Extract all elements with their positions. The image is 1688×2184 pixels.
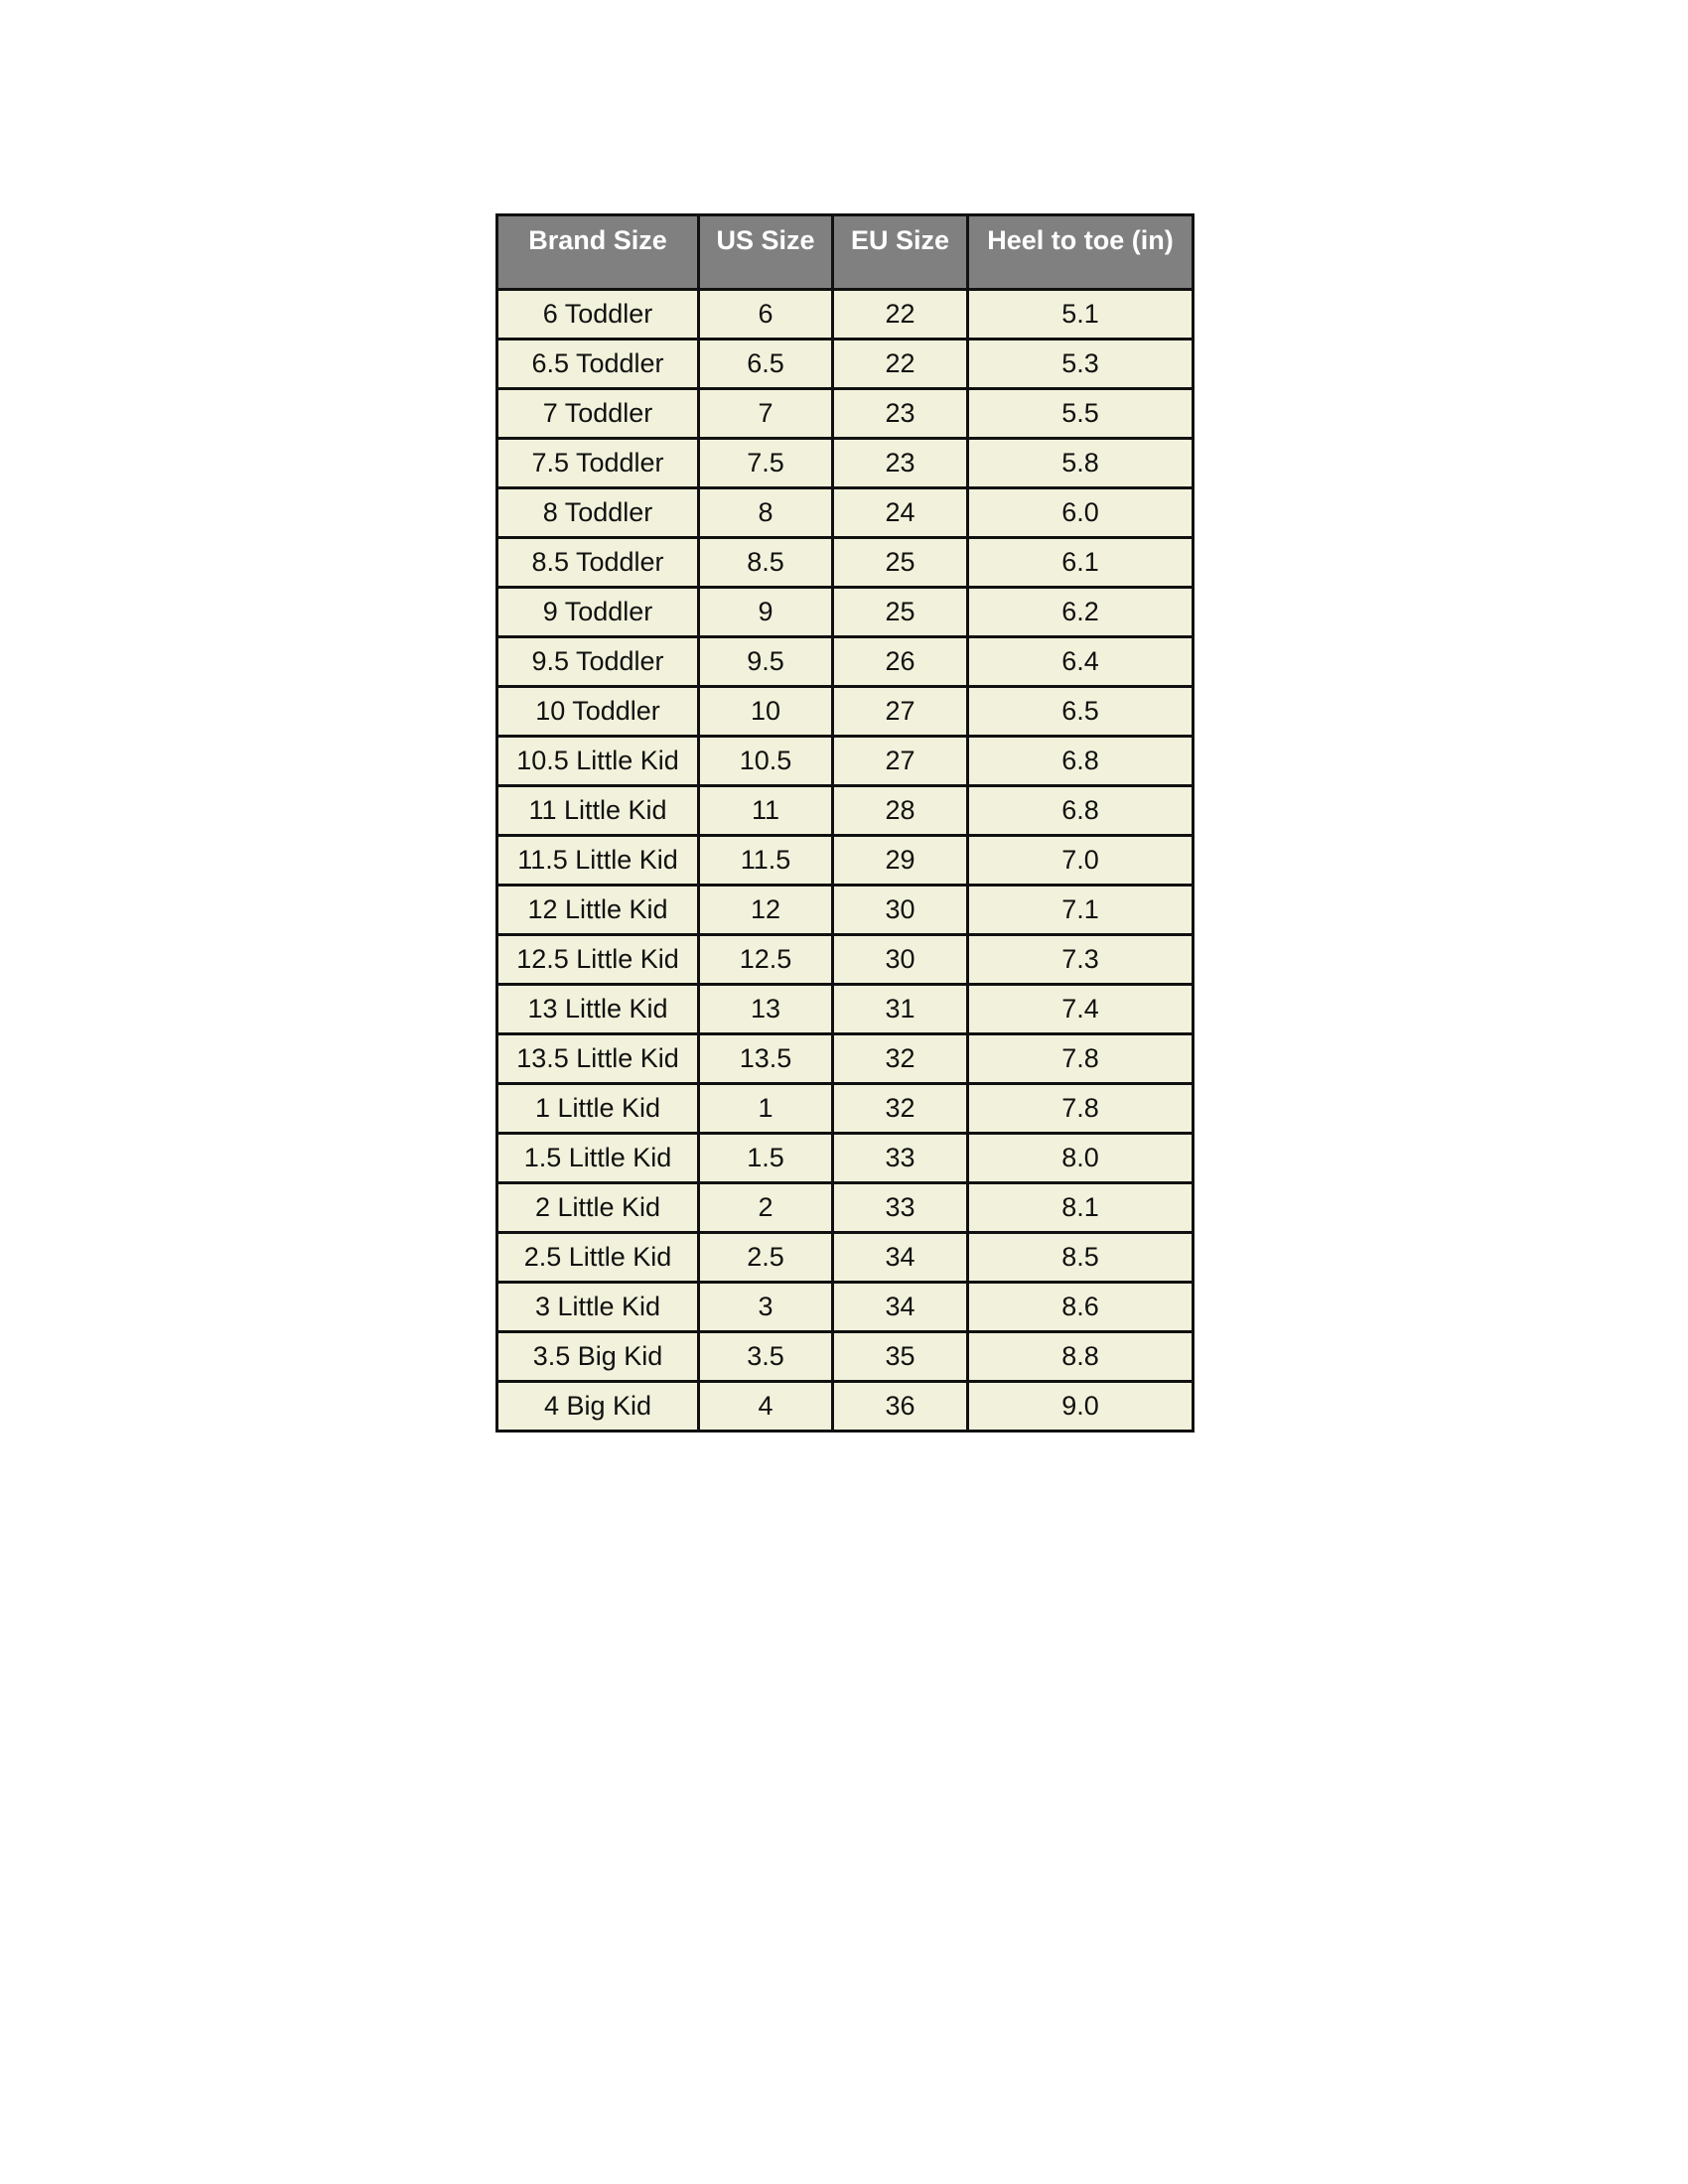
us-size-cell: 1.5 — [699, 1134, 833, 1183]
brand-size-cell: 8.5 Toddler — [497, 538, 699, 588]
brand-size-cell: 4 Big Kid — [497, 1382, 699, 1432]
table-row — [497, 488, 1194, 538]
table-row — [497, 588, 1194, 637]
us-size-cell: 2 — [699, 1183, 833, 1233]
table-row — [497, 1332, 1194, 1382]
eu-size-cell: 32 — [833, 1084, 968, 1134]
header-brand-size: Brand Size — [497, 215, 699, 290]
size-chart-header — [497, 215, 1194, 290]
heel-to-toe-cell: 7.0 — [968, 836, 1194, 886]
eu-size-cell: 33 — [833, 1183, 968, 1233]
heel-to-toe-cell: 5.8 — [968, 439, 1194, 488]
heel-to-toe-cell: 7.8 — [968, 1034, 1194, 1084]
eu-size-cell: 22 — [833, 340, 968, 389]
us-size-cell: 11.5 — [699, 836, 833, 886]
heel-to-toe-cell: 7.4 — [968, 985, 1194, 1034]
brand-size-cell: 6.5 Toddler — [497, 340, 699, 389]
header-eu-size: EU Size — [833, 215, 968, 290]
heel-to-toe-cell: 7.1 — [968, 886, 1194, 935]
brand-size-cell: 11.5 Little Kid — [497, 836, 699, 886]
us-size-cell: 13.5 — [699, 1034, 833, 1084]
table-row — [497, 935, 1194, 985]
us-size-cell: 12 — [699, 886, 833, 935]
table-row — [497, 886, 1194, 935]
eu-size-cell: 24 — [833, 488, 968, 538]
heel-to-toe-cell: 8.8 — [968, 1332, 1194, 1382]
us-size-cell: 3 — [699, 1283, 833, 1332]
brand-size-cell: 7 Toddler — [497, 389, 699, 439]
us-size-cell: 9.5 — [699, 637, 833, 687]
eu-size-cell: 22 — [833, 290, 968, 340]
heel-to-toe-cell: 8.1 — [968, 1183, 1194, 1233]
heel-to-toe-cell: 6.2 — [968, 588, 1194, 637]
brand-size-cell: 8 Toddler — [497, 488, 699, 538]
us-size-cell: 9 — [699, 588, 833, 637]
eu-size-cell: 26 — [833, 637, 968, 687]
us-size-cell: 4 — [699, 1382, 833, 1432]
brand-size-cell: 11 Little Kid — [497, 786, 699, 836]
us-size-cell: 10.5 — [699, 737, 833, 786]
table-row — [497, 836, 1194, 886]
eu-size-cell: 30 — [833, 935, 968, 985]
brand-size-cell: 1.5 Little Kid — [497, 1134, 699, 1183]
us-size-cell: 11 — [699, 786, 833, 836]
brand-size-cell: 1 Little Kid — [497, 1084, 699, 1134]
us-size-cell: 13 — [699, 985, 833, 1034]
table-row — [497, 1382, 1194, 1432]
table-row — [497, 1283, 1194, 1332]
table-row — [497, 1233, 1194, 1283]
header-row — [497, 215, 1194, 290]
brand-size-cell: 12 Little Kid — [497, 886, 699, 935]
table-row — [497, 1084, 1194, 1134]
table-row — [497, 1183, 1194, 1233]
brand-size-cell: 13.5 Little Kid — [497, 1034, 699, 1084]
eu-size-cell: 29 — [833, 836, 968, 886]
table-row — [497, 290, 1194, 340]
eu-size-cell: 27 — [833, 687, 968, 737]
heel-to-toe-cell: 5.5 — [968, 389, 1194, 439]
us-size-cell: 10 — [699, 687, 833, 737]
eu-size-cell: 23 — [833, 389, 968, 439]
table-row — [497, 340, 1194, 389]
heel-to-toe-cell: 7.8 — [968, 1084, 1194, 1134]
eu-size-cell: 25 — [833, 588, 968, 637]
brand-size-cell: 9 Toddler — [497, 588, 699, 637]
us-size-cell: 2.5 — [699, 1233, 833, 1283]
brand-size-cell: 2 Little Kid — [497, 1183, 699, 1233]
eu-size-cell: 27 — [833, 737, 968, 786]
table-row — [497, 687, 1194, 737]
heel-to-toe-cell: 7.3 — [968, 935, 1194, 985]
heel-to-toe-cell: 6.8 — [968, 786, 1194, 836]
table-row — [497, 389, 1194, 439]
brand-size-cell: 9.5 Toddler — [497, 637, 699, 687]
eu-size-cell: 23 — [833, 439, 968, 488]
table-row — [497, 1134, 1194, 1183]
table-row — [497, 637, 1194, 687]
eu-size-cell: 34 — [833, 1233, 968, 1283]
heel-to-toe-cell: 9.0 — [968, 1382, 1194, 1432]
size-chart-body — [497, 290, 1194, 1432]
us-size-cell: 6 — [699, 290, 833, 340]
table-row — [497, 439, 1194, 488]
brand-size-cell: 12.5 Little Kid — [497, 935, 699, 985]
us-size-cell: 6.5 — [699, 340, 833, 389]
header-heel-to-toe: Heel to toe (in) — [968, 215, 1194, 290]
brand-size-cell: 3.5 Big Kid — [497, 1332, 699, 1382]
table-row — [497, 1034, 1194, 1084]
heel-to-toe-cell: 6.0 — [968, 488, 1194, 538]
brand-size-cell: 7.5 Toddler — [497, 439, 699, 488]
heel-to-toe-cell: 6.5 — [968, 687, 1194, 737]
heel-to-toe-cell: 8.6 — [968, 1283, 1194, 1332]
us-size-cell: 12.5 — [699, 935, 833, 985]
table-row — [497, 786, 1194, 836]
heel-to-toe-cell: 6.8 — [968, 737, 1194, 786]
eu-size-cell: 30 — [833, 886, 968, 935]
brand-size-cell: 2.5 Little Kid — [497, 1233, 699, 1283]
heel-to-toe-cell: 5.1 — [968, 290, 1194, 340]
us-size-cell: 8 — [699, 488, 833, 538]
header-us-size: US Size — [699, 215, 833, 290]
us-size-cell: 7 — [699, 389, 833, 439]
us-size-cell: 3.5 — [699, 1332, 833, 1382]
us-size-cell: 1 — [699, 1084, 833, 1134]
us-size-cell: 7.5 — [699, 439, 833, 488]
eu-size-cell: 34 — [833, 1283, 968, 1332]
brand-size-cell: 3 Little Kid — [497, 1283, 699, 1332]
eu-size-cell: 31 — [833, 985, 968, 1034]
eu-size-cell: 33 — [833, 1134, 968, 1183]
eu-size-cell: 32 — [833, 1034, 968, 1084]
brand-size-cell: 10.5 Little Kid — [497, 737, 699, 786]
heel-to-toe-cell: 5.3 — [968, 340, 1194, 389]
table-row — [497, 737, 1194, 786]
table-row — [497, 985, 1194, 1034]
us-size-cell: 8.5 — [699, 538, 833, 588]
heel-to-toe-cell: 6.4 — [968, 637, 1194, 687]
brand-size-cell: 6 Toddler — [497, 290, 699, 340]
table-row — [497, 538, 1194, 588]
eu-size-cell: 28 — [833, 786, 968, 836]
eu-size-cell: 25 — [833, 538, 968, 588]
eu-size-cell: 35 — [833, 1332, 968, 1382]
heel-to-toe-cell: 8.0 — [968, 1134, 1194, 1183]
eu-size-cell: 36 — [833, 1382, 968, 1432]
brand-size-cell: 10 Toddler — [497, 687, 699, 737]
heel-to-toe-cell: 8.5 — [968, 1233, 1194, 1283]
heel-to-toe-cell: 6.1 — [968, 538, 1194, 588]
size-chart-table — [495, 213, 1195, 1433]
brand-size-cell: 13 Little Kid — [497, 985, 699, 1034]
